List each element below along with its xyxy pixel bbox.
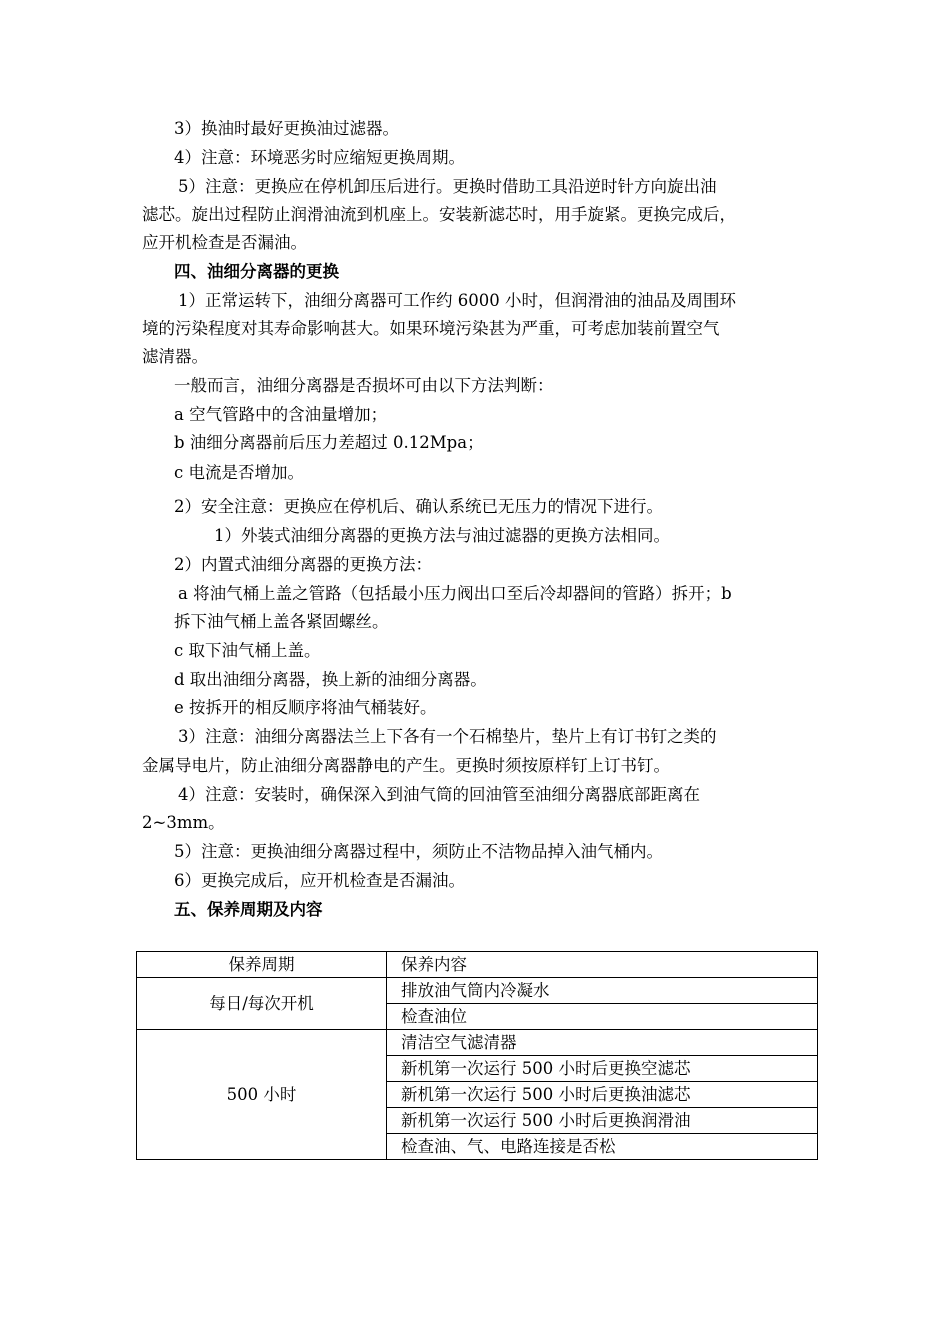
content-cell: 新机第一次运行 500 小时后更换空滤芯 bbox=[387, 1056, 818, 1082]
table-row bbox=[137, 978, 818, 1004]
paragraph: 5）注意：更换油细分离器过程中，须防止不洁物品掉入油气桶内。 bbox=[174, 842, 663, 861]
paragraph: c 电流是否增加。 bbox=[174, 463, 304, 482]
paragraph: 2）安全注意：更换应在停机后、确认系统已无压力的情况下进行。 bbox=[174, 497, 663, 516]
content-cell: 排放油气筒内冷凝水 bbox=[387, 978, 818, 1004]
paragraph: 3）注意：油细分离器法兰上下各有一个石棉垫片，垫片上有订书钉之类的 bbox=[178, 727, 717, 746]
paragraph: 境的污染程度对其寿命影响甚大。如果环境污染甚为严重，可考虑加装前置空气 bbox=[142, 319, 720, 338]
paragraph: 4）注意：安装时，确保深入到油气筒的回油管至油细分离器底部距离在 bbox=[178, 785, 700, 804]
paragraph: 金属导电片，防止油细分离器静电的产生。更换时须按原样钉上订书钉。 bbox=[142, 756, 670, 775]
paragraph: 4）注意：环境恶劣时应缩短更换周期。 bbox=[174, 148, 465, 167]
paragraph: 1）正常运转下，油细分离器可工作约 6000 小时，但润滑油的油品及周围环 bbox=[178, 291, 736, 310]
paragraph: 滤清器。 bbox=[142, 347, 208, 366]
paragraph: 1）外装式油细分离器的更换方法与油过滤器的更换方法相同。 bbox=[214, 526, 670, 545]
paragraph: d 取出油细分离器，换上新的油细分离器。 bbox=[174, 670, 487, 689]
content-cell: 检查油位 bbox=[387, 1004, 818, 1030]
paragraph: 2）内置式油细分离器的更换方法： bbox=[174, 555, 432, 574]
paragraph: 2~3mm。 bbox=[142, 813, 225, 832]
table-header-cell: 保养内容 bbox=[387, 952, 818, 978]
content-cell: 清洁空气滤清器 bbox=[387, 1030, 818, 1056]
table-header-row bbox=[137, 952, 818, 978]
paragraph: 滤芯。旋出过程防止润滑油流到机座上。安装新滤芯时，用手旋紧。更换完成后， bbox=[142, 205, 736, 224]
paragraph: 6）更换完成后，应开机检查是否漏油。 bbox=[174, 871, 465, 890]
maintenance-table bbox=[136, 951, 818, 1160]
paragraph: a 将油气桶上盖之管路（包括最小压力阀出口至后冷却器间的管路）拆开；b bbox=[178, 584, 732, 603]
period-cell: 每日/每次开机 bbox=[137, 978, 387, 1030]
paragraph: 3）换油时最好更换油过滤器。 bbox=[174, 119, 399, 138]
paragraph: b 油细分离器前后压力差超过 0.12Mpa； bbox=[174, 433, 484, 452]
paragraph: 应开机检查是否漏油。 bbox=[142, 233, 307, 252]
table-row bbox=[137, 1030, 818, 1056]
section-heading: 四、油细分离器的更换 bbox=[174, 262, 339, 281]
paragraph: 5）注意：更换应在停机卸压后进行。更换时借助工具沿逆时针方向旋出油 bbox=[178, 177, 717, 196]
table-header-cell: 保养周期 bbox=[137, 952, 387, 978]
content-cell: 新机第一次运行 500 小时后更换润滑油 bbox=[387, 1108, 818, 1134]
section-heading: 五、保养周期及内容 bbox=[174, 900, 323, 919]
paragraph: c 取下油气桶上盖。 bbox=[174, 641, 321, 660]
period-cell: 500 小时 bbox=[137, 1030, 387, 1160]
content-cell: 新机第一次运行 500 小时后更换油滤芯 bbox=[387, 1082, 818, 1108]
content-cell: 检查油、气、电路连接是否松 bbox=[387, 1134, 818, 1160]
paragraph: 一般而言，油细分离器是否损坏可由以下方法判断： bbox=[174, 376, 554, 395]
paragraph: a 空气管路中的含油量增加； bbox=[174, 405, 388, 424]
paragraph: 拆下油气桶上盖各紧固螺丝。 bbox=[174, 612, 389, 631]
paragraph: e 按拆开的相反顺序将油气桶装好。 bbox=[174, 698, 437, 717]
